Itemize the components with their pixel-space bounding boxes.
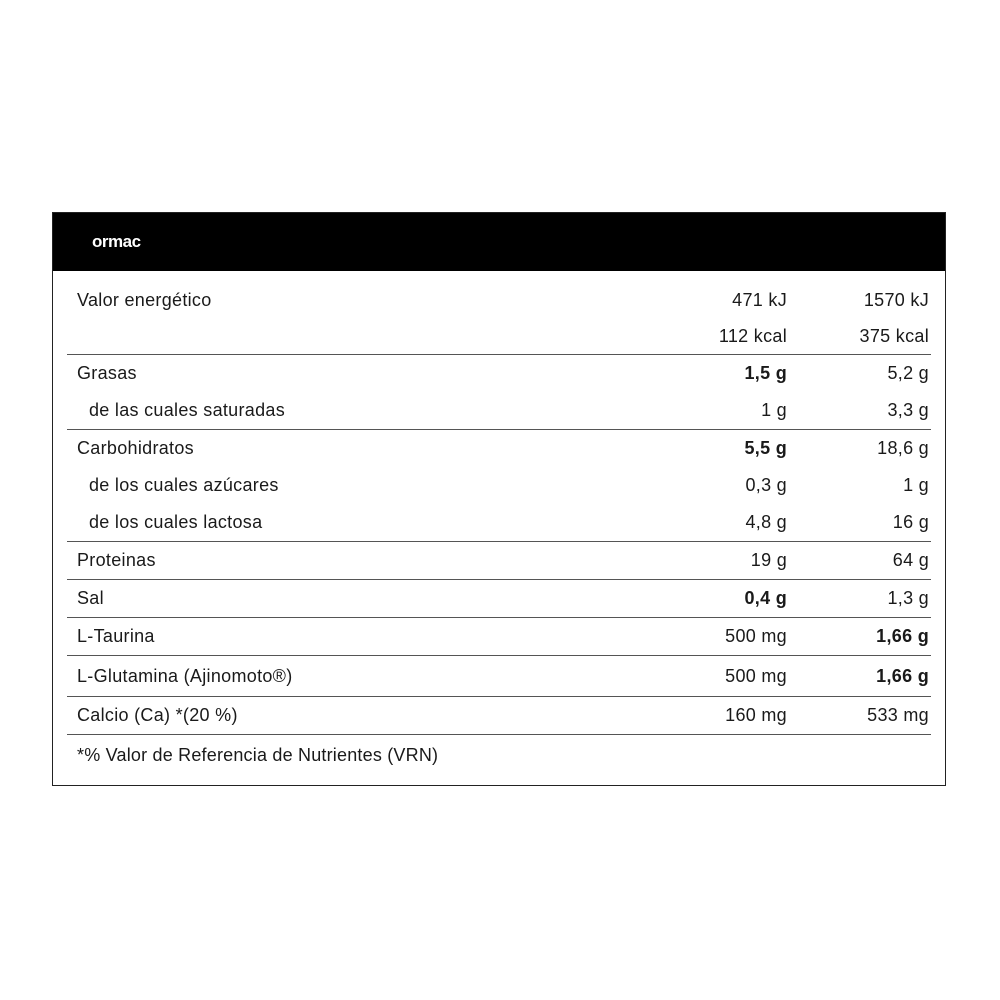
table-row — [67, 467, 931, 504]
salt-group — [67, 580, 931, 618]
energy-group — [67, 271, 931, 355]
salt-label: Sal — [77, 588, 104, 608]
carbs-value-1: 5,5 g — [744, 438, 787, 458]
energy-kj-value-1: 471 kJ — [732, 289, 787, 310]
sugars-value-1: 0,3 g — [745, 475, 787, 495]
sugars-value-2: 1 g — [903, 475, 929, 495]
protein-label: Proteinas — [77, 550, 156, 570]
taurine-group — [67, 618, 931, 656]
calcium-value-1: 160 mg — [725, 705, 787, 725]
energy-kcal-value-2: 375 kcal — [859, 325, 929, 346]
table-row — [67, 580, 931, 617]
protein-value-2: 64 g — [892, 550, 929, 570]
taurine-label: L-Taurina — [77, 626, 155, 646]
glutamine-group — [67, 656, 931, 697]
lactose-value-2: 16 g — [892, 512, 929, 532]
lactose-label: de los cuales lactosa — [89, 512, 263, 532]
energy-kcal-value-1: 112 kcal — [718, 325, 787, 346]
glutamine-value-1: 500 mg — [725, 665, 787, 686]
carbs-label: Carbohidratos — [77, 438, 194, 458]
salt-value-2: 1,3 g — [887, 588, 929, 608]
carbs-value-2: 18,6 g — [877, 438, 929, 458]
fat-value-1: 1,5 g — [744, 363, 787, 383]
salt-value-1: 0,4 g — [744, 588, 787, 608]
table-row — [67, 392, 931, 429]
fat-group — [67, 355, 931, 430]
table-row — [67, 318, 931, 354]
table-row — [67, 618, 931, 655]
nutrition-table — [52, 212, 946, 786]
table-header — [53, 213, 945, 271]
sugars-label: de los cuales azúcares — [89, 475, 279, 495]
protein-value-1: 19 g — [750, 550, 787, 570]
table-row — [67, 542, 931, 579]
lactose-value-1: 4,8 g — [745, 512, 787, 532]
energy-label: Valor energético — [77, 289, 212, 310]
calcium-value-2: 533 mg — [867, 705, 929, 725]
table-row — [67, 282, 931, 318]
satfat-label: de las cuales saturadas — [89, 400, 286, 420]
fat-label: Grasas — [77, 363, 137, 383]
satfat-value-1: 1 g — [761, 400, 787, 420]
footnote-group — [67, 735, 931, 775]
table-row — [67, 430, 931, 467]
energy-kj-value-2: 1570 kJ — [863, 289, 929, 310]
protein-group — [67, 542, 931, 580]
satfat-value-2: 3,3 g — [887, 400, 929, 420]
glutamine-label: L-Glutamina (Ajinomoto®) — [77, 665, 293, 686]
glutamine-value-2: 1,66 g — [876, 665, 929, 686]
table-row — [67, 656, 931, 696]
footnote: *% Valor de Referencia de Nutrientes (VRN) — [77, 744, 439, 765]
table-body — [53, 271, 945, 775]
calcium-group — [67, 697, 931, 735]
taurine-value-1: 500 mg — [725, 626, 787, 646]
fat-value-2: 5,2 g — [887, 363, 929, 383]
table-row — [67, 504, 931, 541]
table-row — [67, 355, 931, 392]
table-row — [67, 697, 931, 734]
carbs-group — [67, 430, 931, 542]
calcium-label: Calcio (Ca) *(20 %) — [77, 705, 238, 725]
taurine-value-2: 1,66 g — [876, 626, 929, 646]
header-title: ormac — [92, 232, 141, 251]
